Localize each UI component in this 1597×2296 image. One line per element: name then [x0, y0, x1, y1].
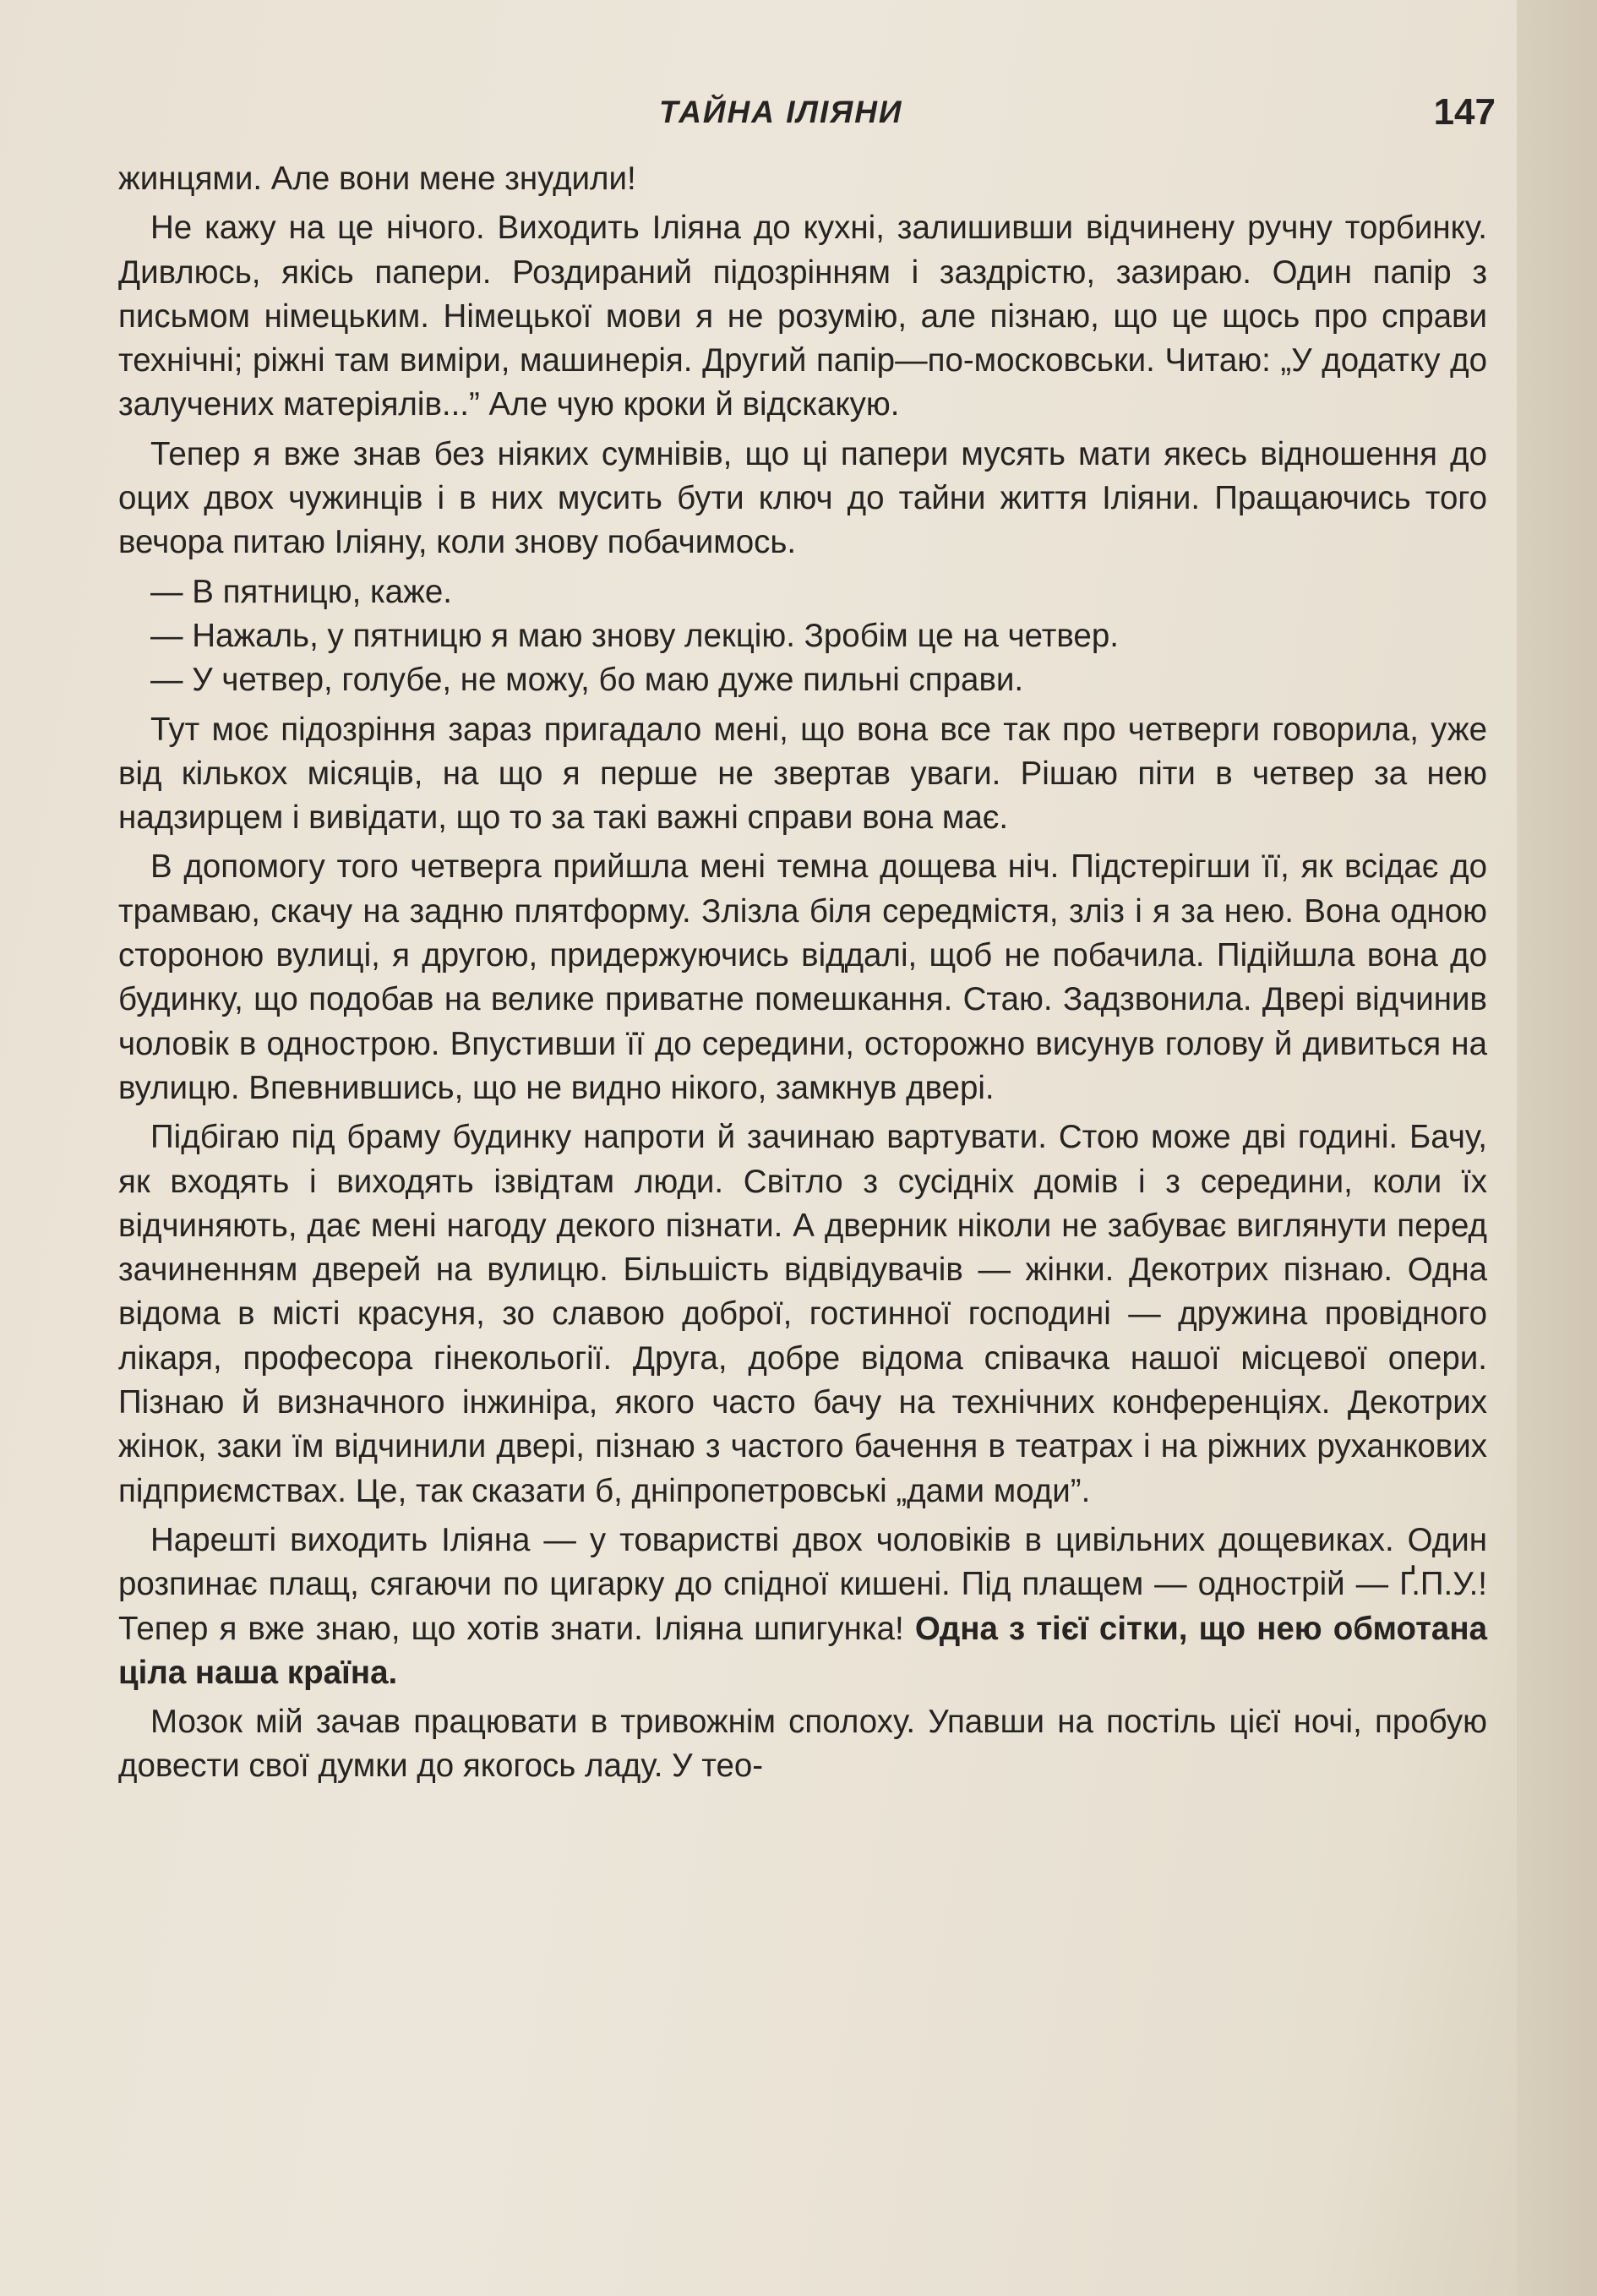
paragraph-2: Не кажу на це нічого. Виходить Іліяна до кухні, залишивши відчинену ручну торбинку. Дивлюсь, якісь папери. Роздираний підозрінням і заздрістю, зазираю. Один папір з письмом німецьким. Німецької мови я не розумію, але пізнаю, що це щось про справи технічні; ріжні там виміри, машинерія. Другий папір—по-московськи. Читаю: „У додатку до залучених матеріялів...” Але чую кроки й відскакую.: [118, 210, 1487, 423]
paragraph-6: Підбігаю під браму будинку напроти й зачинаю вартувати. Стою може дві годині. Бачу, як входять і виходять ізвідтам люди. Світло з сусідніх домів і з середини, коли їх відчиняють, дає мені нагоду декого пізнати. А дверник ніколи не забуває виглянути перед зачиненням дверей на вулицю. Більшість відвідувачів — жінки. Декотрих пізнаю. Одна відома в місті красуня, зо славою доброї, гостинної господині — дружина провідного лікаря, професора гінекольогії. Друга, добре відома співачка нашої місцевої опери. Пізнаю й визначного інжиніра, якого часто бачу на технічних конференціях. Декотрих жінок, заки їм відчинили двері, пізнаю з частого бачення в театрах і на ріжних руханкових підприємствах. Це, так сказати б, дніпропетровські „дами моди”.: [118, 1119, 1487, 1509]
paragraph-5: В допомогу того четверга прийшла мені темна дощева ніч. Підстерігши її, як всідає до трамваю, скачу на задню плятформу. Злізла біля середмістя, зліз і я за нею. Вона одною стороною вулиці, я другою, придержуючись віддалі, щоб не побачила. Підійшла вона до будинку, що подобав на велике приватне помешкання. Стаю. Задзвонила. Двері відчинив чоловік в однострою. Впустивши її до середини, осторожно висунув голову й дивиться на вулицю. Впевнившись, що не видно нікого, замкнув двері.: [118, 848, 1487, 1106]
running-title: ТАЙНА ІЛІЯНИ: [659, 95, 903, 129]
facing-page-edge: [1517, 0, 1597, 2296]
paragraph-8: Мозок мій зачав працювати в тривожнім сполоху. Упавши на постіль цієї ночі, пробую довести свої думки до якогось ладу. У тео-: [118, 1704, 1487, 1785]
paragraph-7-text: Нарешті виходить Іліяна — у товаристві двох чоловіків в цивільних дощевиках. Один розпинає плащ, сягаючи по цигарку до спідної кишені. Під плащем — однострій — Ґ.П.У.! Тепер я вже знаю, що хотів знати. Іліяна шпигунка!: [118, 1521, 1487, 1647]
paragraph-7: [118, 1519, 1487, 1695]
page-number: 147: [1433, 91, 1496, 133]
paragraph-1: жинцями. Але вони мене знудили!: [118, 161, 636, 197]
dialogue-line-2: — Нажаль, у пятницю я маю знову лекцію. Зробім це на четвер.: [150, 617, 1119, 654]
paragraph-7-bold-text: Одна з тієї сітки, що нею обмотана ціла наша країна.: [118, 1610, 1488, 1691]
page-header: [118, 91, 1496, 142]
body-text: [118, 157, 1487, 1794]
paragraph-4: Тут моє підозріння зараз пригадало мені, що вона все так про четверги говорила, уже від кількох місяців, на що я перше не звертав уваги. Рішаю піти в четвер за нею надзирцем і вивідати, що то за такі важні справи вона має.: [118, 711, 1487, 837]
dialogue-line-1: — В пятницю, каже.: [150, 573, 452, 610]
paragraph-3: Тепер я вже знав без ніяких сумнівів, що ці папери мусять мати якесь відношення до оцих двох чужинців і в них мусить бути ключ до тайни життя Іліяни. Пращаючись того вечора питаю Іліяну, коли знову побачимось.: [118, 435, 1487, 561]
dialogue-line-3: — У четвер, голубе, не можу, бо маю дуже пильні справи.: [150, 662, 1024, 699]
